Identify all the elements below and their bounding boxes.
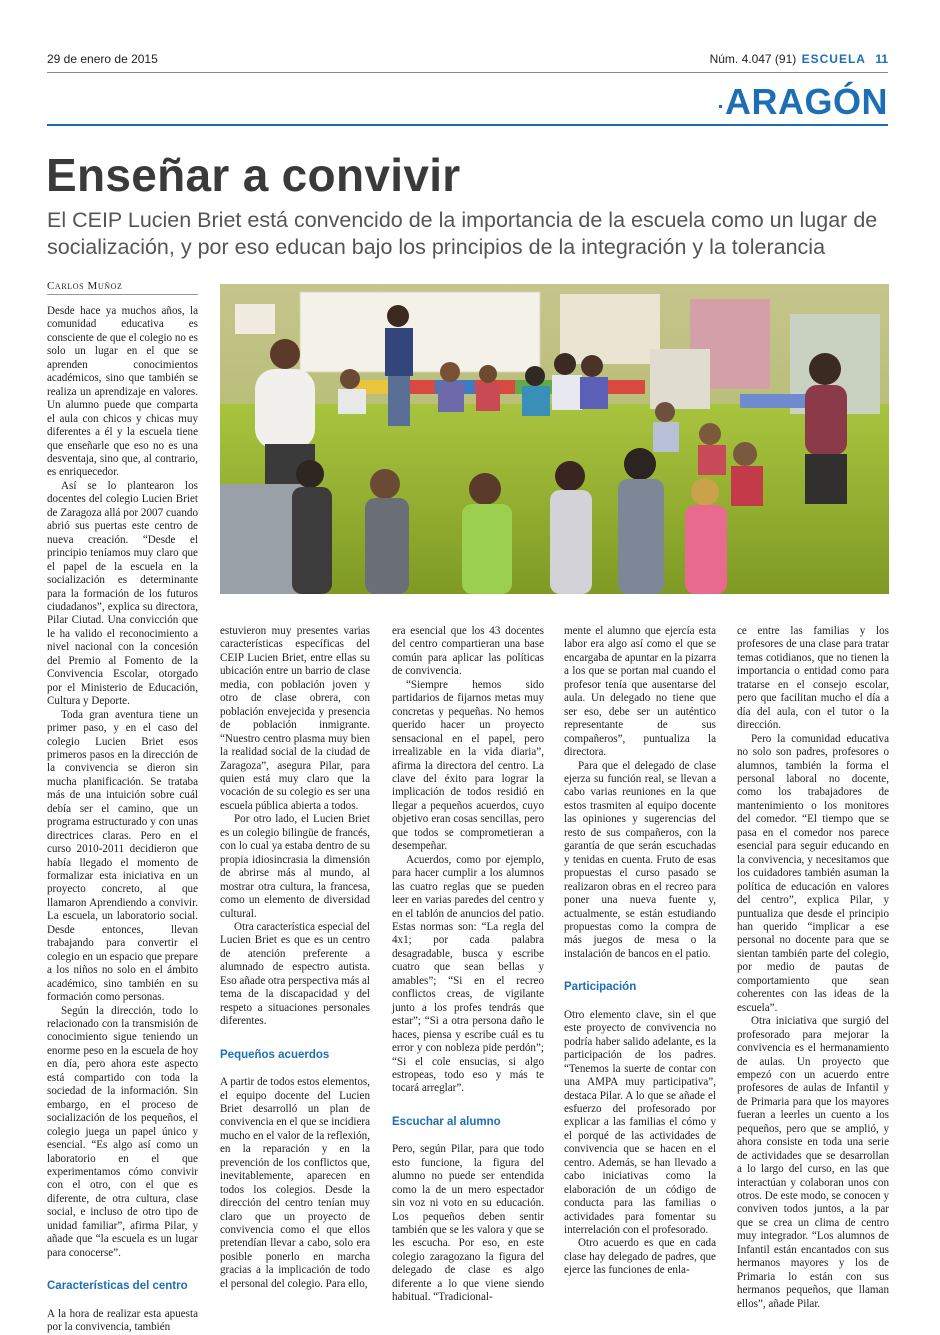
issue-info: [710, 52, 888, 66]
subheading: Pequeños acuerdos: [220, 1048, 330, 1061]
paragraph: Pero la comunidad educativa no solo son padres, profesores o alumnos, también la forma el personal laboral no docente, como los trabajadores de mantenimiento o los monitores del comedor. “El tiempo que se pasa en el comedor nos parece esencial para seguir educando en la convivencia, y necesitamos que los cuidadores también asuman la política de educación en valores del centro”, explica Pilar, y puntualiza que desde el principio han querido “implicar a ese personal no docente para que se sientan también parte del colegio, por medio de pautas de comportamiento que sean coherentes con las ideas de la escuela”.: [737, 732, 889, 1014]
page-number: 11: [875, 52, 888, 66]
paragraph: A la hora de realizar esta apuesta por la convivencia, también: [47, 1307, 198, 1334]
paragraph: Otro elemento clave, sin el que este proyecto de convivencia no podría haber salido adelante, es la participación de los padres. “Tenemos la suerte de contar con una AMPA muy participativa”, destaca Pilar. A lo que se añade el esfuerzo del profesorado por explicar a las familias el cómo y el porqué de las actividades de convivencia que se hacen en el centro. Además, se han llevado a cabo iniciativas como la elaboración de un código de conducta para las familias o actividades para fomentar su interrelación con el profesorado.: [564, 1008, 716, 1237]
article-photo: [220, 284, 889, 594]
text-column-3: [392, 625, 544, 1305]
subheading: Escuchar al alumno: [392, 1115, 501, 1128]
article-byline: Carlos Muñoz: [47, 280, 198, 295]
paragraph: Así se lo plantearon los docentes del colegio Lucien Briet de Zaragoza allá por 2007 cuando abrió sus puertas este centro de nueva creación. “Desde el principio teníamos muy claro que el papel de la escuela en la socialización es determinante para la formación de los futuros ciudadanos”, explica su directora, Pilar Ciutad. Una convicción que le ha valido el reconocimiento a nivel nacional con la concesión del Premio al Fomento de la Convivencia Escolar, otorgado por el Ministerio de Educación, Cultura y Deporte.: [47, 479, 198, 708]
text-column-4: [564, 625, 716, 1278]
paragraph: A partir de todos estos elementos, el equipo docente del Lucien Briet desarrolló un plan de convivencia en el que se incidiera mucho en el valor de la reflexión, en la reparación y en la prevención de los conflictos que, inevitablemente, aparecen en todos los colegios. Desde la dirección del centro tenían muy claro que un proyecto de convivencia como el que ellos pretendían llevar a cabo, solo era posible ponerlo en marcha gracias a la implicación de todo el personal del colegio. Para ello,: [220, 1076, 371, 1290]
paragraph: Otra característica especial del Lucien Briet es que es un centro de atención preferente a alumnado de espectro autista. Eso añade otra perspectiva más al tema de la discapacidad y del respeto a situaciones personales diferentes.: [220, 920, 371, 1028]
section-heading: [719, 80, 888, 124]
paragraph: era esencial que los 43 docentes del centro compartieran una base común para aplicar las políticas de convivencia.: [392, 625, 544, 678]
issue-date: 29 de enero de 2015: [47, 52, 158, 66]
paragraph: Según la dirección, todo lo relacionado con la transmisión de conocimiento sigue teniendo un enorme peso en la escuela de hoy en día, pero ahora este aspecto está compartido con toda la sociedad de la información. Sin embargo, en el proceso de socialización de los pequeños, el colegio juega un papel único y esencial. “Es algo así como un laboratorio en el que experimentamos cómo convivir con el otro, con el que es diferente, de otra cultura, clase social, e incluso de otro tipo de unidad familiar”, afirma Pilar, y añade que “la escuela es un lugar para conocerse”.: [47, 1004, 198, 1259]
section-label: ARAGÓN: [725, 81, 888, 122]
paragraph: Otro acuerdo es que en cada clase hay delegado de padres, que ejerce las funciones de enla-: [564, 1237, 716, 1277]
text-column-5: [737, 625, 889, 1311]
header-rule: [47, 72, 888, 73]
article-title: Enseñar a convivir: [46, 149, 461, 201]
issue-number: Núm. 4.047 (91): [709, 52, 797, 66]
paragraph: ce entre las familias y los profesores de una clase para tratar temas cotidianos, que no tienen la importancia o entidad como para tratarse en el consejo escolar, pero que facilitan mucho el día a día del aula, con el tutor o la dirección.: [737, 625, 889, 732]
paragraph: Para que el delegado de clase ejerza su función real, se llevan a cabo varias reuniones en la que estos trasmiten al equipo docente las opiniones y sugerencias del resto de sus compañeros, con la garantía de que serán escuchadas y tenidas en cuenta. Fruto de esas propuestas el curso pasado se realizaron obras en el recreo para poner una nueva fuente y, actualmente, se están estudiando propuestas como la compra de más juegos de mesa o la instalación de bancos en el patio.: [564, 759, 716, 960]
subheading: Participación: [564, 981, 637, 994]
paragraph: Otra iniciativa que surgió del profesorado para mejorar la convivencia es el hermanamiento de aulas. Un proyecto que empezó con un acuerdo entre profesores de aulas de Infantil y de Primaria para que los mayores fueran a leerles un cuento a los pequeños, pero que se amplió, y ahora consiste en toda una serie de actividades que se desarrollan a lo largo del curso, en las que interactúan y colaboran unos con otros. De este modo, se conocen y conviven todos juntos, a la par que se crea un clima de centro muy integrador. “Los alumnos de Infantil están encantados con sus hermanos mayores y los de Primaria lo están con sus hermanos pequeños, que llaman ellos”, añade Pilar.: [737, 1015, 889, 1310]
paragraph: Por otro lado, el Lucien Briet es un colegio bilingüe de francés, con lo cual ya estaba dentro de su propia idiosincrasia la dimensión de abrirse más al mundo, al mostrar otra cultura, la francesa, como un elemento de diversidad cultural.: [220, 813, 370, 920]
publication-name: ESCUELA: [801, 52, 866, 66]
section-dot: [719, 105, 722, 108]
text-column-2: [220, 625, 370, 1291]
subheading: Características del centro: [47, 1280, 188, 1293]
paragraph: “Siempre hemos sido partidarios de fijarnos metas muy concretas y pequeñas. No hemos querido hacer un proyecto sensacional en el papel, pero irrealizable en la vida diaria”, afirma la directora del centro. La clave del éxito para lograr la implicación de todos residió en llegar a pequeños acuerdos, cuyo objetivo eran cosas sencillas, pero que todos se comprometieran a desempeñar.: [392, 678, 544, 853]
section-rule: [47, 124, 888, 126]
paragraph: Desde hace ya muchos años, la comunidad educativa es consciente de que el colegio no es solo un lugar en el que se aprenden conocimientos académicos, sino que también se realiza un aprendizaje en valores. Un alumno puede que comparta el aula con chicos y chicas muy diferentes a él y la escuela tiene que enseñarle que eso no es una desventaja, sino que, al contrario, es enriquecedor.: [47, 305, 198, 479]
classroom-photo: [220, 284, 889, 594]
paragraph: mente el alumno que ejercía esta labor era algo así como el que se encargaba de apuntar en la pizarra a los que se portan mal cuando el profesor tenía que ausentarse del aula. Un delegado no tiene que ser eso, debe ser un auténtico representante de sus compañeros”, puntualiza la directora.: [564, 625, 716, 759]
paragraph: Toda gran aventura tiene un primer paso, y en el caso del colegio Lucien Briet esos primeros pasos en la dirección de la convivencia se dieron sin mucha planificación. Se trataba más de una intuición sobre cuál debía ser el camino, que un programa estructurado y con unas directrices claras. Pero en el curso 2010-2011 decidieron que había llegado el momento de formalizar esta iniciativa en un proyecto concreto, al que llamaron Aprendiendo a convivir. La escuela, un laboratorio social. Desde entonces, llevan trabajando para convertir el colegio en un espacio que prepare a los niños no solo en el ámbito académico, sino también en su formación como personas.: [47, 708, 198, 1004]
article-deck: El CEIP Lucien Briet está convencido de la importancia de la escuela como un lugar de socialización, y por eso educan bajo los principios de la integración y la tolerancia: [47, 208, 878, 259]
paragraph: estuvieron muy presentes varias características específicas del CEIP Lucien Briet, entre ellas su ubicación entre un barrio de clase media, con población joven y otro de clase obrera, con población envejecida y presencia de población inmigrante. “Nuestro centro plasma muy bien la realidad social de la ciudad de Zaragoza”, asegura Pilar, para quien está muy claro que la vocación de su colegio es ser una escuela pública abierta a todos.: [220, 625, 370, 812]
paragraph: Acuerdos, como por ejemplo, para hacer cumplir a los alumnos las cuatro reglas que se pueden leer en varias paredes del centro y en el tablón de anuncios del patio. Estas normas son: “La regla del 4x1; por cada palabra desagradable, busca y escribe cuatro que sean bellas y amables”; “Si en el recreo conflictos creas, de vigilante junto a los profes tendrás que estar”; “Si a otra persona daño le haces, piensa y escribe cuál es tu error y con nobleza pide perdón”; “Si el cole ensucias, si algo estropeas, todo eso y más te tocará arreglar”.: [392, 853, 544, 1095]
paragraph: Pero, según Pilar, para que todo esto funcione, la figura del alumno no puede ser entendida como la de un mero espectador sin voz ni voto en su educación. Los pequeños deben sentir también que se les valora y que se les escucha. Por eso, en este colegio zaragozano la figura del delegado de clase es algo diferente a lo que viene siendo habitual. “Tradicional-: [392, 1143, 544, 1304]
text-column-1: [47, 305, 198, 1335]
